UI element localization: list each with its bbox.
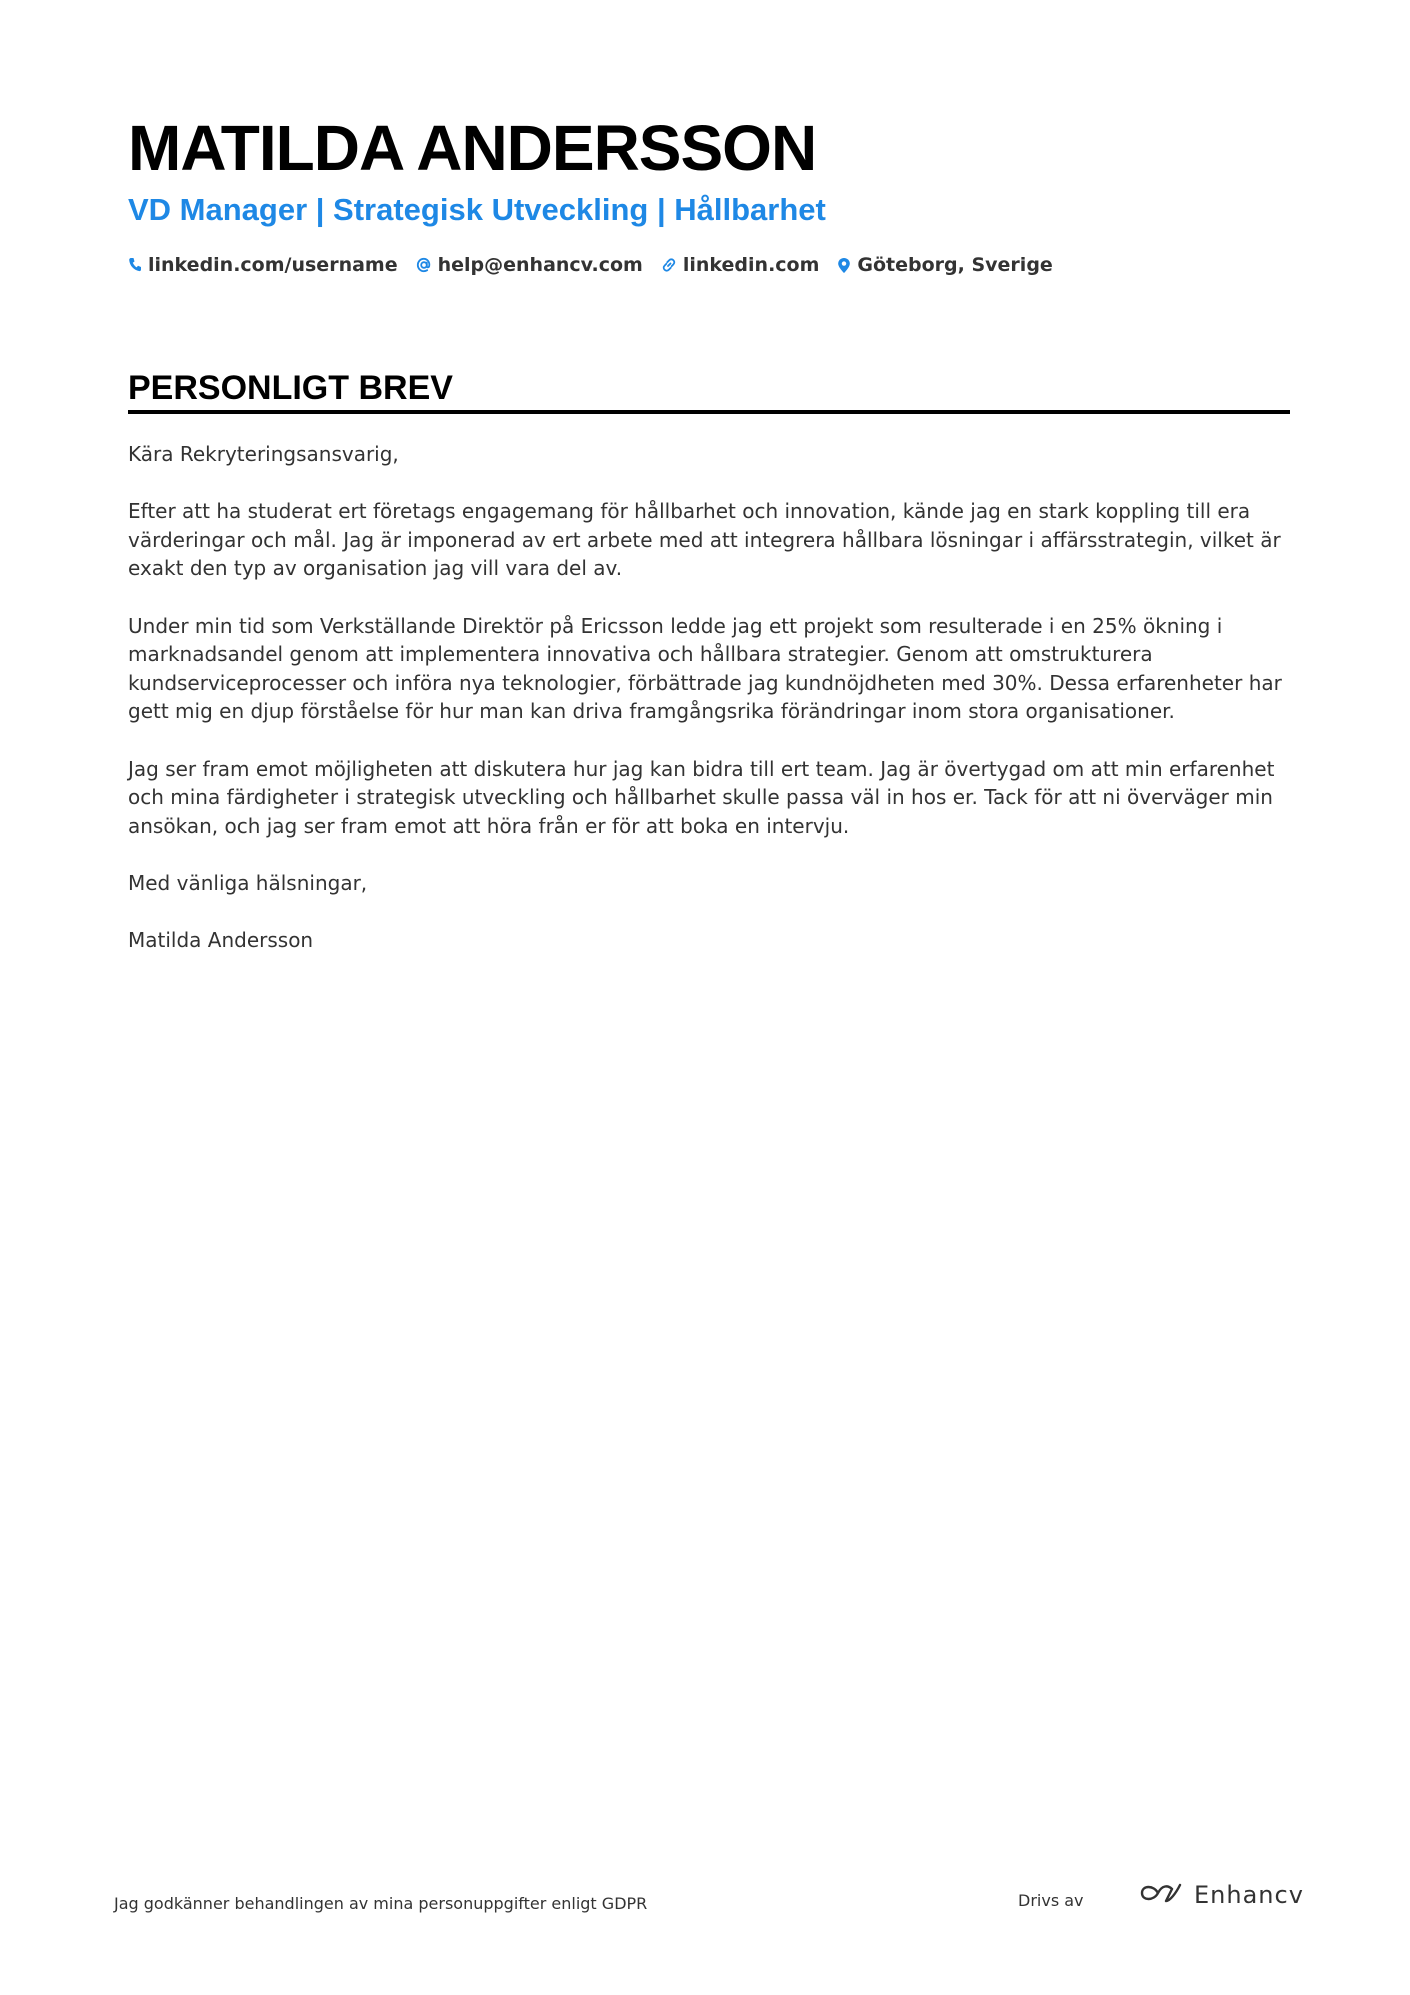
contact-email[interactable]: [416, 254, 643, 276]
enhancv-logo[interactable]: [1138, 1880, 1304, 1910]
contact-phone[interactable]: [128, 254, 398, 276]
contact-location-text: Göteborg, Sverige: [857, 254, 1053, 276]
contact-email-text: help@enhancv.com: [437, 254, 643, 276]
enhancv-logo-icon: [1138, 1880, 1184, 1910]
contact-phone-text: linkedin.com/username: [148, 254, 398, 276]
enhancv-logo-text: Enhancv: [1194, 1881, 1304, 1909]
letter-paragraph: Jag ser fram emot möjligheten att diskutera hur jag kan bidra till ert team. Jag är övertygad om att min erfarenhet och mina färdigheter i strategisk utveckling och hållbarhet skulle passa väl in hos er. Tack för att ni överväger min ansökan, och jag ser fram emot att höra från er för att boka en intervju.: [128, 756, 1275, 838]
letter-greeting: Kära Rekryteringsansvarig,: [128, 442, 399, 466]
section-title: PERSONLIGT BREV: [128, 369, 453, 407]
letter-paragraph: Under min tid som Verkställande Direktör på Ericsson ledde jag ett projekt som resulterade i en 25% ökning i marknadsandel genom att implementera innovativa och hållbara strategier. Genom att omstrukturera kundserviceprocesser och införa nya teknologier, förbättrade jag kundnöjdheten med 30%. Dessa erfarenheter har gett mig en djup förståelse för hur man kan driva framgångsrika förändringar inom stora organisationer.: [128, 613, 1282, 724]
letter-signature: Matilda Andersson: [128, 928, 314, 953]
link-icon: [661, 257, 677, 273]
location-pin-icon: [837, 257, 851, 274]
contact-bar: [128, 254, 1053, 276]
candidate-subtitle: VD Manager | Strategisk Utveckling | Hållbarhet: [128, 192, 826, 227]
contact-link[interactable]: [661, 254, 820, 276]
gdpr-consent: Jag godkänner behandlingen av mina personuppgifter enligt GDPR: [114, 1894, 648, 1913]
powered-by-label: Drivs av: [1018, 1891, 1084, 1910]
contact-link-text: linkedin.com: [682, 254, 820, 276]
candidate-name: MATILDA ANDERSSON: [128, 112, 817, 184]
contact-location: [837, 254, 1052, 276]
at-icon: [416, 257, 432, 273]
letter-closing: Med vänliga hälsningar,: [128, 870, 368, 895]
letter-body: [128, 440, 1290, 983]
phone-icon: [128, 257, 142, 273]
section-divider: [128, 410, 1290, 414]
letter-paragraph: Efter att ha studerat ert företags engagemang för hållbarhet och innovation, kände jag en stark koppling till era värderingar och mål. Jag är imponerad av ert arbete med att integrera hållbara lösningar i affärsstrategin, vilket är exakt den typ av organisation jag vill vara del av.: [128, 499, 1281, 581]
